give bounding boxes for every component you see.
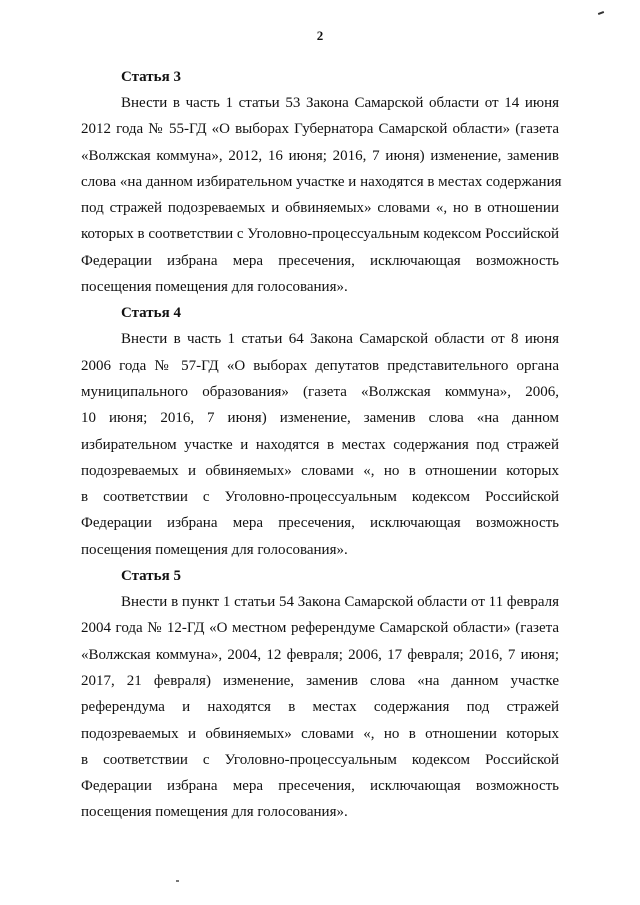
paragraph-line: избирательном участке и находятся в местах содержания под стражей bbox=[81, 436, 559, 453]
paragraph-line: муниципального образования» (газета «Волжская коммуна», 2006, bbox=[81, 383, 559, 400]
paragraph-line: 10 июня; 2016, 7 июня) изменение, заменив слова «на данном bbox=[81, 410, 559, 427]
scan-mark bbox=[598, 11, 604, 15]
paragraph-line: Внести в пункт 1 статьи 54 Закона Самарской области от 11 февраля bbox=[121, 594, 559, 611]
article-section bbox=[81, 64, 562, 300]
paragraph-line: подозреваемых и обвиняемых» словами «, но в отношении которых bbox=[81, 462, 559, 479]
article-section bbox=[81, 563, 559, 826]
paragraph-line: Федерации избрана мера пресечения, исключающая возможность bbox=[81, 252, 559, 269]
paragraph-line: Федерации избрана мера пресечения, исключающая возможность bbox=[81, 778, 559, 795]
article-title: Статья 5 bbox=[121, 568, 181, 585]
paragraph-line: 2006 года № 57-ГД «О выборах депутатов представительного органа bbox=[81, 357, 559, 374]
paragraph-line: в соответствии с Уголовно-процессуальным кодексом Российской bbox=[81, 489, 559, 506]
paragraph-line: Внести в часть 1 статьи 53 Закона Самарской области от 14 июня bbox=[121, 95, 559, 111]
paragraph-line: «Волжская коммуна», 2012, 16 июня; 2016, 7 июня) изменение, заменив bbox=[81, 147, 559, 164]
paragraph-line: Федерации избрана мера пресечения, исключающая возможность bbox=[81, 515, 559, 532]
paragraph-line: Внести в часть 1 статьи 64 Закона Самарской области от 8 июня bbox=[121, 331, 559, 348]
paragraph-line: посещения помещения для голосования». bbox=[81, 541, 348, 558]
paragraph-line: посещения помещения для голосования». bbox=[81, 279, 348, 296]
paragraph-line: подозреваемых и обвиняемых» словами «, но в отношении которых bbox=[81, 725, 559, 742]
paragraph-line: слова «на данном избирательном участке и находятся в местах содержания bbox=[81, 173, 562, 190]
scan-speck bbox=[176, 880, 179, 882]
article-section bbox=[81, 300, 559, 563]
paragraph-line: которых в соответствии с Уголовно-процессуальным кодексом Российской bbox=[81, 226, 560, 243]
paragraph-line: посещения помещения для голосования». bbox=[81, 804, 348, 821]
article-title: Статья 4 bbox=[121, 305, 181, 322]
paragraph-line: в соответствии с Уголовно-процессуальным кодексом Российской bbox=[81, 751, 559, 768]
paragraph-line: «Волжская коммуна», 2004, 12 февраля; 2006, 17 февраля; 2016, 7 июня; bbox=[81, 646, 559, 663]
page-number: 2 bbox=[316, 28, 324, 43]
paragraph-line: 2012 года № 55-ГД «О выборах Губернатора Самарской области» (газета bbox=[81, 121, 559, 138]
paragraph-line: 2004 года № 12-ГД «О местном референдуме Самарской области» (газета bbox=[81, 620, 559, 637]
article-title: Статья 3 bbox=[121, 69, 181, 85]
paragraph-line: 2017, 21 февраля) изменение, заменив слова «на данном участке bbox=[81, 672, 559, 689]
paragraph-line: под стражей подозреваемых и обвиняемых» словами «, но в отношении bbox=[81, 200, 559, 217]
document-body bbox=[81, 64, 562, 826]
paragraph-line: референдума и находятся в местах содержания под стражей bbox=[81, 699, 559, 716]
